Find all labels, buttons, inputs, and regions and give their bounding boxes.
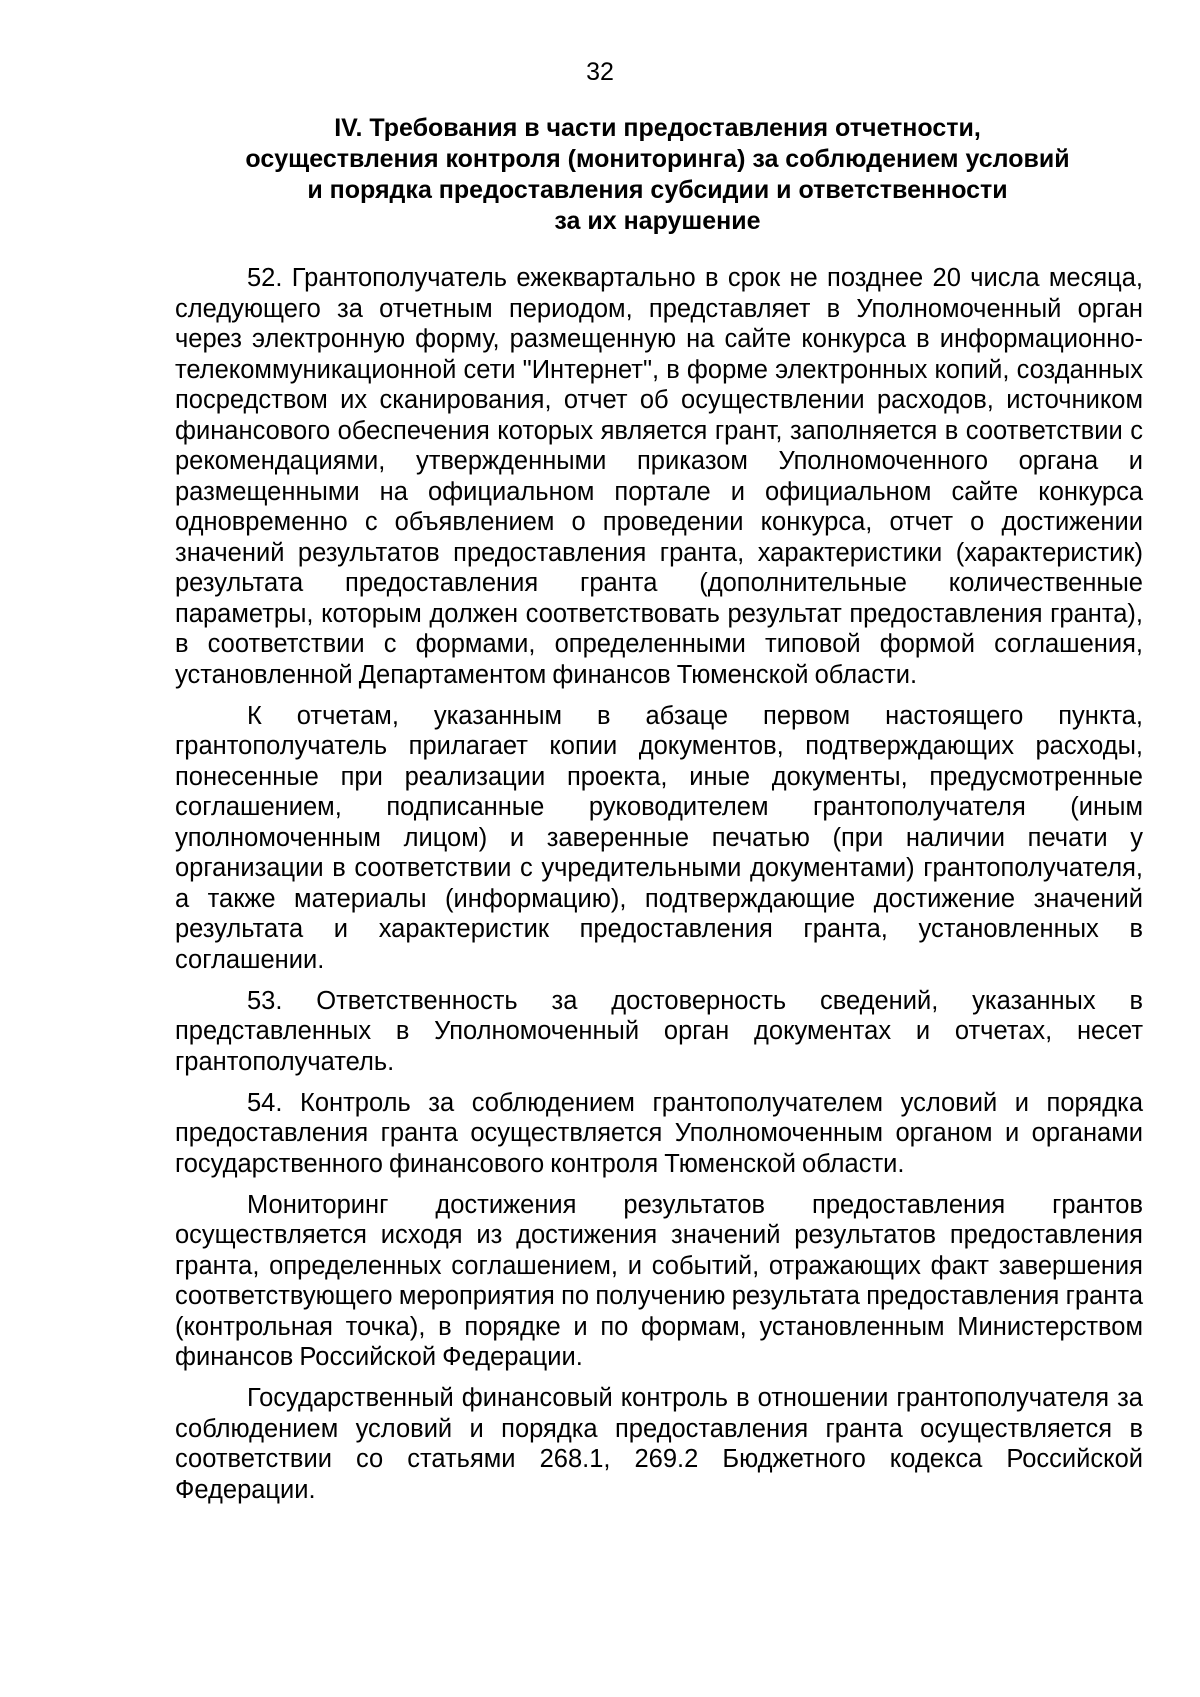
paragraph-54-state-control: Государственный финансовый контроль в отношении грантополучателя за соблюдением условий и порядка предоставления гранта осуществляется в соответствии со статьями 268.1, 269.2 Бюджетного кодекса Российской Федерации. — [175, 1384, 1143, 1504]
page-number: 32 — [586, 58, 614, 86]
section-title-line: и порядка предоставления субсидии и ответственности — [307, 176, 1008, 204]
section-title — [160, 113, 1155, 237]
document-body — [175, 263, 1143, 1516]
section-title-line: IV. Требования в части предоставления отчетности, — [334, 114, 981, 142]
paragraph-53: 53. Ответственность за достоверность сведений, указанных в представленных в Уполномоченный орган документах и отчетах, несет грантополучатель. — [175, 986, 1143, 1076]
paragraph-52-reports-attachments: К отчетам, указанным в абзаце первом настоящего пункта, грантополучатель прилагает копии документов, подтверждающих расходы, понесенные при реализации проекта, иные документы, предусмотренные соглашением, подписанные руководителем грантополучателя (иным уполномоченным лицом) и заверенные печатью (при наличии печати у организации в соответствии с учредительными документами) грантополучателя, а также материалы (информацию), подтверждающие достижение значений результата и характеристик предоставления гранта, установленных в соглашении. — [175, 701, 1143, 974]
paragraph-54-monitoring: Мониторинг достижения результатов предоставления грантов осуществляется исходя из достижения значений результатов предоставления гранта, определенных соглашением, и событий, отражающих факт завершения соответствующего мероприятия по получению результата предоставления гранта (контрольная точка), в порядке и по формам, установленным Министерством финансов Российской Федерации. — [175, 1190, 1143, 1371]
paragraph-52: 52. Грантополучатель ежеквартально в срок не позднее 20 числа месяца, следующего за отчетным периодом, представляет в Уполномоченный орган через электронную форму, размещенную на сайте конкурса в информационно-телекоммуникационной сети "Интернет", в форме электронных копий, созданных посредством их сканирования, отчет об осуществлении расходов, источником финансового обеспечения которых является грант, заполняется в соответствии с рекомендациями, утвержденными приказом Уполномоченного органа и размещенными на официальном портале и официальном сайте конкурса одновременно с объявлением о проведении конкурса, отчет о достижении значений результатов предоставления гранта, характеристики (характеристик) результата предоставления гранта (дополнительные количественные параметры, которым должен соответствовать результат предоставления гранта), в соответствии с формами, определенными типовой формой соглашения, установленной Департаментом финансов Тюменской области. — [175, 264, 1143, 689]
paragraph-54: 54. Контроль за соблюдением грантополучателем условий и порядка предоставления гранта осуществляется Уполномоченным органом и органами государственного финансового контроля Тюменской области. — [175, 1088, 1143, 1178]
section-title-line: за их нарушение — [554, 207, 761, 235]
section-title-line: осуществления контроля (мониторинга) за соблюдением условий — [245, 145, 1070, 173]
